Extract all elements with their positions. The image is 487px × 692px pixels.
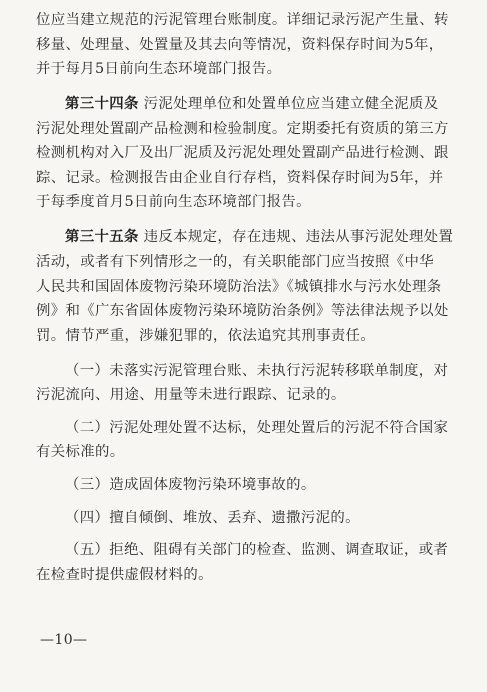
item-3-line: （三）造成固体废物污染环境事故的。 <box>65 476 316 493</box>
article-34-title: 第三十四条 <box>65 96 139 113</box>
page-number: —10— <box>40 632 88 648</box>
article-34-first-line <box>36 92 456 117</box>
item-5-line: （五）拒绝、阻碍有关部门的检查、监测、调查取证，或者 <box>65 542 449 559</box>
article-35-text: 违反本规定，存在违规、违法从事污泥处理处置 <box>143 229 454 246</box>
text-line: 罚。情节严重，涉嫌犯罪的，依法追究其刑事责任。 <box>36 327 376 344</box>
text-line: 污泥处理处置副产品检测和检验制度。定期委托有资质的第三方 <box>36 120 449 137</box>
article-35-title: 第三十五条 <box>65 229 139 246</box>
text-line: 例》和《广东省固体废物污染环境防治条例》等法律法规予以处 <box>36 303 449 320</box>
document-body <box>36 8 456 587</box>
text-line: 人民共和国固体废物污染环境防治法》《城镇排水与污水处理条 <box>36 278 442 295</box>
text-line: 踪、记录。检测报告由企业自行存档，资料保存时间为5年，并 <box>36 169 444 186</box>
item-4-line: （四）擅自倾倒、堆放、丢弃、遗撒污泥的。 <box>65 509 360 526</box>
text-line: 移量、处理量、处置量及其去向等情况，资料保存时间为5年， <box>36 36 444 53</box>
item-2-line: （二）污泥处理处置不达标，处理处置后的污泥不符合国家 <box>65 419 449 436</box>
text-line: 在检查时提供虚假材料的。 <box>36 566 213 583</box>
text-line: 检测机构对入厂及出厂泥质及污泥处理处置副产品进行检测、跟 <box>36 145 449 162</box>
article-35-first-line <box>36 225 456 250</box>
text-line: 于每季度首月5日前向生态环境部门报告。 <box>36 194 311 211</box>
item-1-line: （一）未落实污泥管理台账、未执行污泥转移联单制度，对 <box>65 362 449 379</box>
text-line: 活动，或者有下列情形之一的，有关职能部门应当按照《中华 <box>36 253 434 270</box>
article-34-text: 污泥处理单位和处置单位应当建立健全泥质及 <box>143 96 439 113</box>
text-line: 位应当建立规范的污泥管理台账制度。详细记录污泥产生量、转 <box>36 12 449 28</box>
text-line: 污泥流向、用途、用量等未进行跟踪、记录的。 <box>36 387 346 404</box>
text-line: 有关标准的。 <box>36 444 125 461</box>
text-line: 并于每月5日前向生态环境部门报告。 <box>36 61 282 78</box>
